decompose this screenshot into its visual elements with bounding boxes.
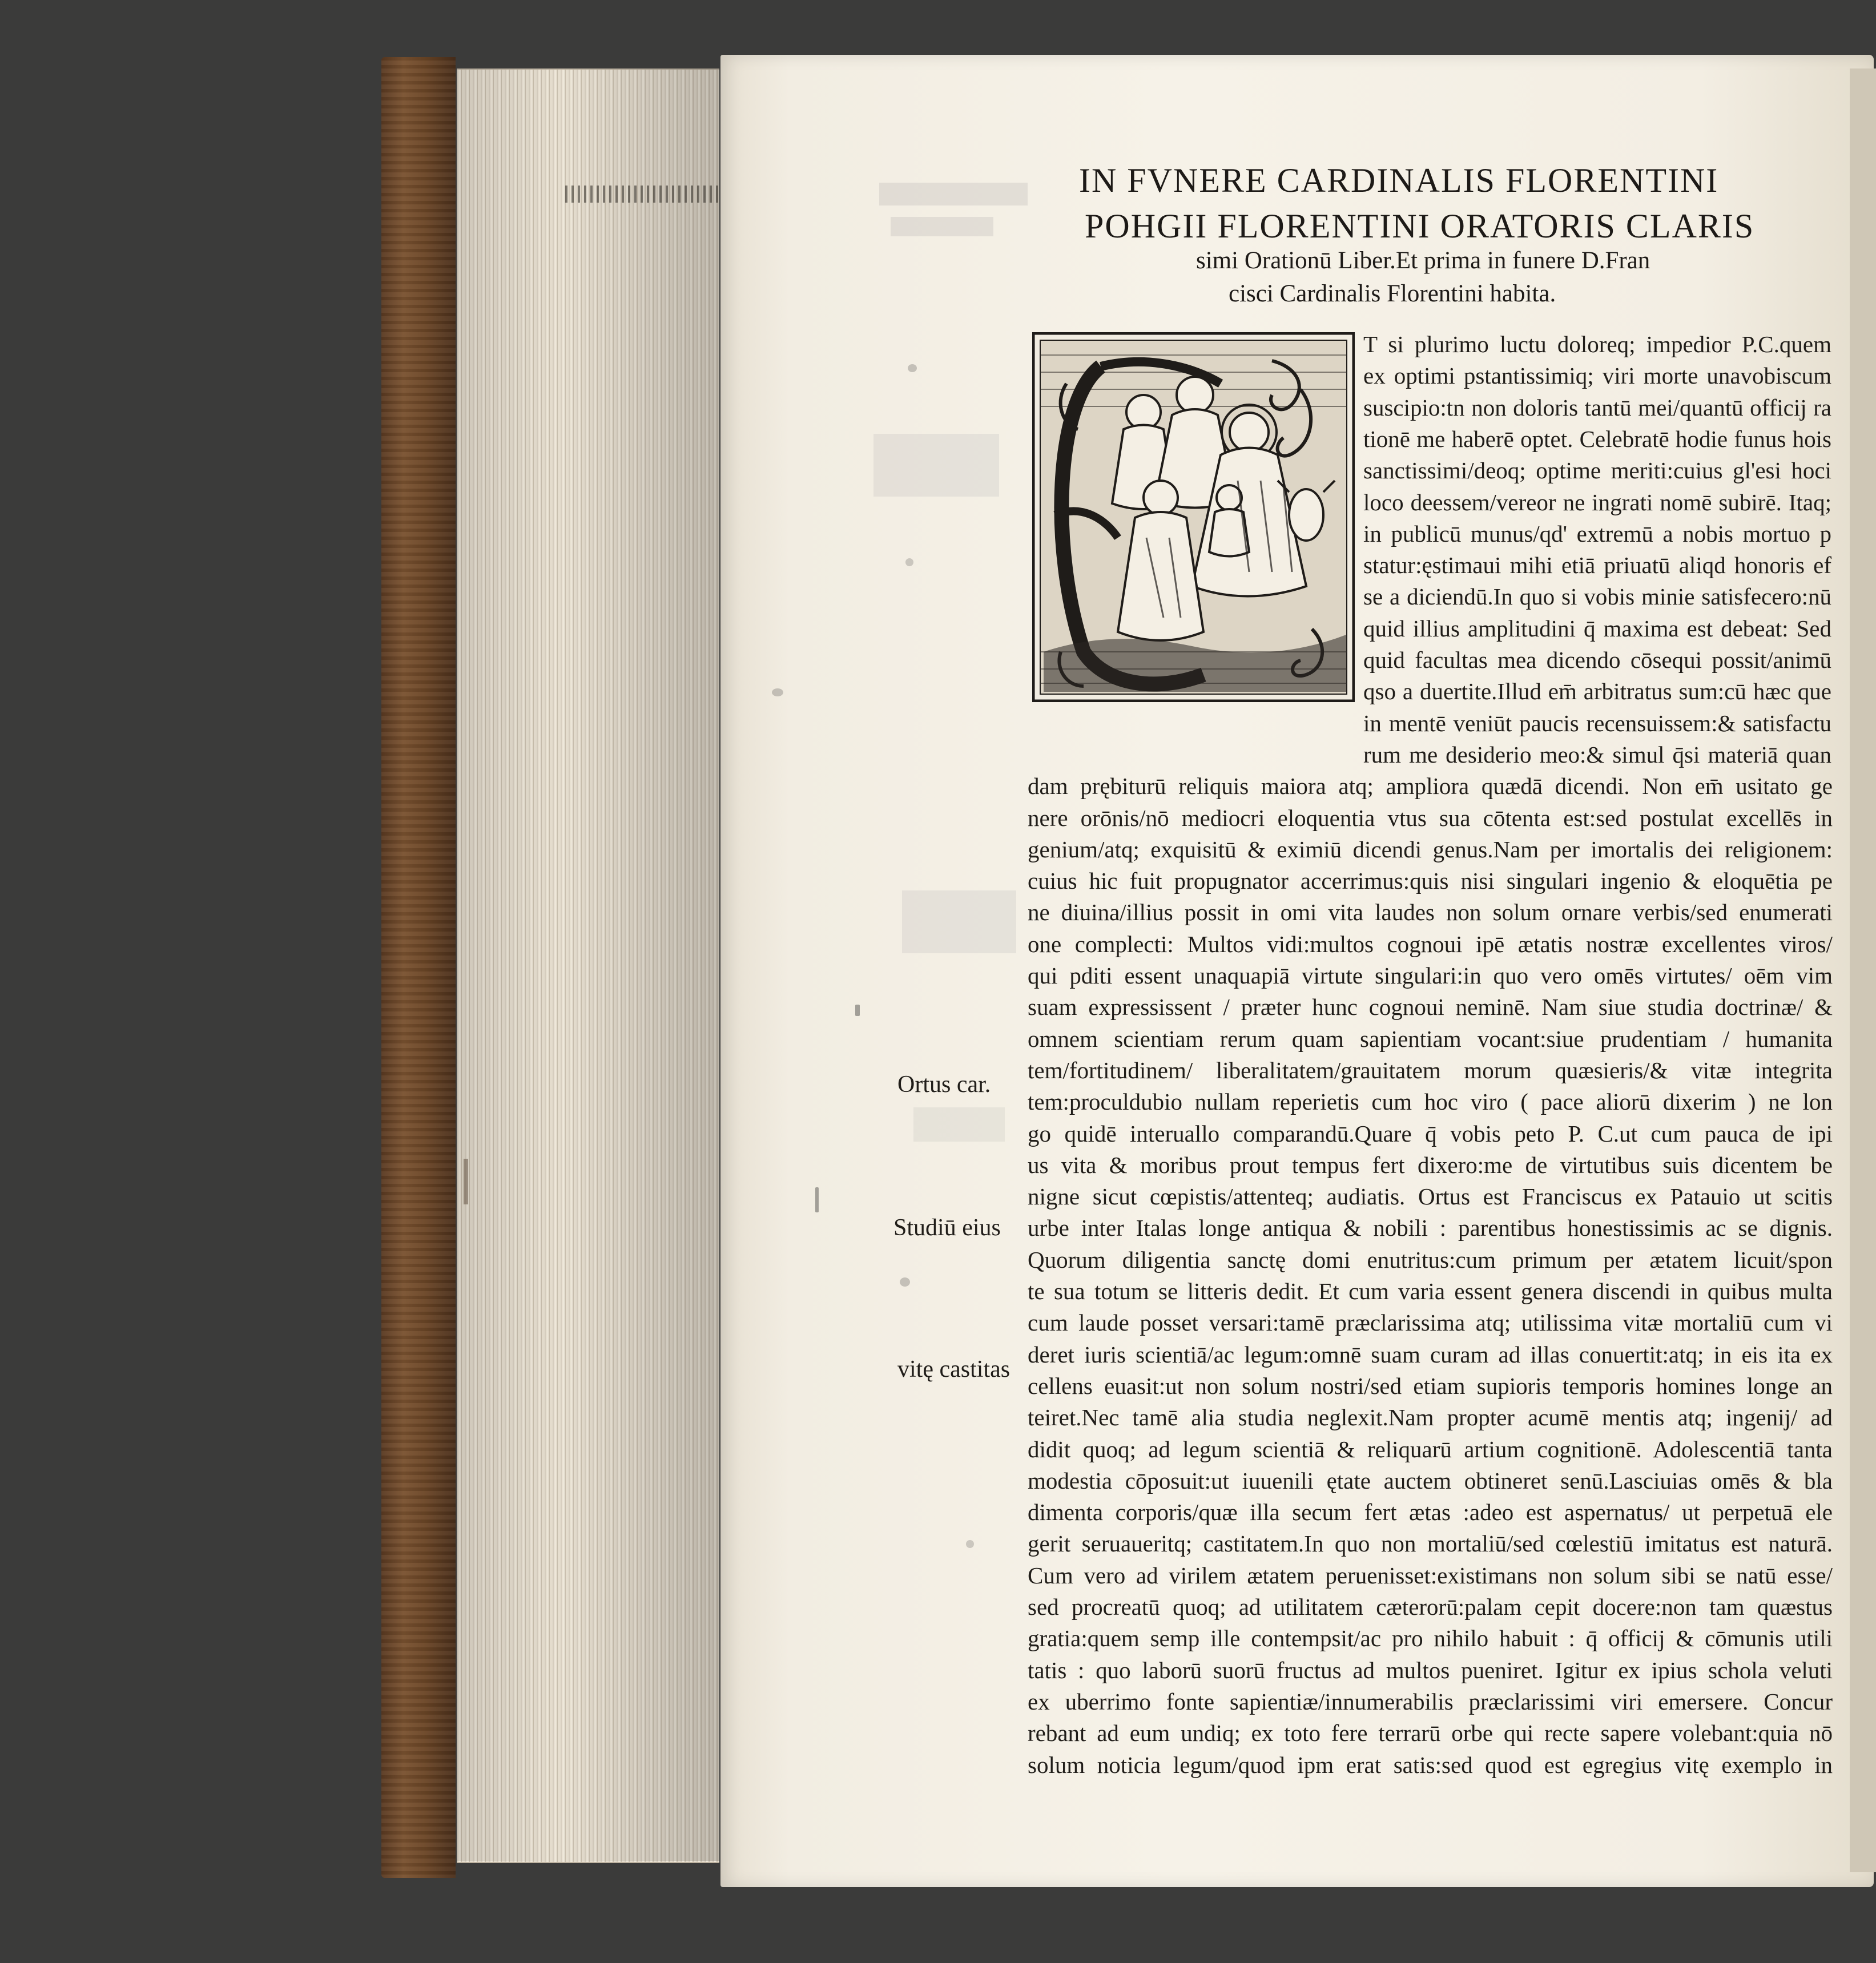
text-line: urbe inter Italas longe antiqua & nobili : parentibus honestissimis ac se dignis.: [1028, 1215, 1833, 1241]
text-line: solum noticia legum/quod ipm erat satis:sed quod est egregius vitę exemplo in: [1028, 1752, 1833, 1778]
text-line: loco deessem/vereor ne ingrati nomē subirē. Itaq;: [1363, 489, 1831, 515]
text-line: modestia cōposuit:ut iuuenili ętate auctem obtineret senū.Lasciuias omēs & bla: [1028, 1468, 1833, 1494]
text-line: tionē me haberē optet. Celebratē hodie funus hois: [1363, 426, 1831, 452]
text-line: tem:proculdubio nullam reperietis cum hoc viro ( pace aliorū dixerim ) ne lon: [1028, 1089, 1833, 1115]
paper-speck: [772, 688, 783, 696]
text-line: teiret.Nec tamē alia studia neglexit.Nam propter acumē mentis atq; ingenij/ ad: [1028, 1404, 1833, 1430]
text-line: quid illius amplitudini q̄ maxima est debeat: Sed: [1363, 615, 1831, 642]
text-line: deret iuris scientiā/ac legum:omnē suam curam ad illas conuertit:atq; in eis ita ex: [1028, 1341, 1833, 1368]
text-line: Cum vero ad virilem ætatem peruenisset:existimans non solum sibi se natū esse/: [1028, 1562, 1833, 1589]
paper-speck: [905, 558, 913, 566]
text-line: in mentē veniūt paucis recensuissem:& satisfactu: [1363, 710, 1831, 736]
margin-note-vite: vitę castitas: [897, 1356, 1011, 1382]
page-edge-stain: [464, 1159, 468, 1204]
text-line: go quidē interuallo comparandū.Quare q̄ vobis peto P. C.ut cum pauca de ipi: [1028, 1120, 1833, 1147]
text-line: in publicū munus/qd' extremū a nobis mortuo p: [1363, 521, 1831, 547]
heading-line-2: POHGII FLORENTINI ORATORIS CLARIS: [1085, 207, 1755, 245]
text-line: genium/atq; exquisitū & eximiū dicendi genus.Nam per imortalis dei religionem:: [1028, 836, 1833, 862]
text-line: T si plurimo luctu doloreq; impedior P.C.quem: [1363, 331, 1831, 357]
text-line: qui pditi essent unaquapiā virtute singulari:in quo vero omēs virtutes/ oēm vim: [1028, 962, 1833, 989]
text-line: cum laude posset versari:tamē præclarissima atq; utilissima vitæ mortaliū cum vi: [1028, 1309, 1833, 1336]
text-line: nigne sicut cœpistis/attenteq; audiatis. Ortus est Franciscus ex Patauio ut scitis: [1028, 1183, 1833, 1210]
text-line: suscipio:tn non doloris tantū mei/quantū officij ra: [1363, 394, 1831, 421]
woodcut-initial-image: [1032, 332, 1355, 702]
text-line: one complecti: Multos vidi:multos cognoui ipē ætatis nostræ excellentes viros/: [1028, 931, 1833, 957]
text-line: dimenta corporis/quæ illa secum fert ætas :adeo est aspernatus/ ut perpetuā ele: [1028, 1499, 1833, 1525]
bleed-through-mark: [891, 217, 993, 236]
text-line: ex optimi pstantissimiq; viri morte unavobiscum: [1363, 362, 1831, 389]
heading-line-1: IN FVNERE CARDINALIS FLORENTINI: [1079, 162, 1719, 199]
text-line: qso a duertite.Illud em̄ arbitratus sum:cū hæc que: [1363, 678, 1831, 704]
text-line: sanctissimi/deoq; optime meriti:cuius gl'esi hoci: [1363, 457, 1831, 483]
bleed-through-mark: [879, 183, 1028, 205]
text-line: te sua totum se litteris dedit. Et cum varia essent genera discendi in quibus multa: [1028, 1278, 1833, 1304]
page-edge-ink-marks: [565, 186, 731, 203]
margin-note-studium: Studiū eius: [893, 1215, 1001, 1241]
paper-speck: [855, 1005, 860, 1016]
text-line: gerit seruaueritq; castitatem.In quo non mortaliū/sed cœlestiū imitatus est naturā.: [1028, 1530, 1833, 1557]
facing-page-edge: [1850, 68, 1876, 1872]
text-line: tem/fortitudinem/ liberalitatem/grauitatem morum quæsieris/& vitæ integrita: [1028, 1057, 1833, 1083]
text-line: statur:ęstimaui mihi etiā priuatū aliqd honoris ef: [1363, 552, 1831, 578]
paper-speck: [815, 1187, 819, 1212]
text-line: gratia:quem semp ille contempsit/ac pro nihilo habuit : q̄ officij & cōmunis utili: [1028, 1625, 1833, 1651]
text-line: sed procreatū quoq; ad utilitatem cæterorū:palam cepit docere:non tam quæstus: [1028, 1594, 1833, 1620]
bleed-through-mark: [873, 434, 999, 497]
text-line: didit quoq; ad legum scientiā & reliquarū artium cognitionē. Adolescentiā tanta: [1028, 1436, 1833, 1462]
paper-speck: [966, 1540, 974, 1548]
text-line: rum me desiderio meo:& simul q̄si materiā quan: [1363, 741, 1831, 768]
binding-texture: [381, 57, 456, 1878]
page-edges-shade: [457, 68, 719, 1861]
text-line: dam prębiturū reliquis maiora atq; ampliora quædā dicendi. Non em̄ usitato ge: [1028, 773, 1833, 799]
text-line: se a diciendū.In quo si vobis minie satisfecero:nū: [1363, 583, 1831, 610]
text-line: cuius hic fuit propugnator accerrimus:quis nisi singulari ingenio & eloquētia pe: [1028, 868, 1833, 894]
margin-note-ortus: Ortus car.: [897, 1071, 991, 1098]
text-line: ne diuina/illius possit in omi vita laudes non solum ornare verbis/sed enumerati: [1028, 899, 1833, 925]
text-line: us vita & moribus prout tempus fert dixero:me de virtutibus suis dicentem be: [1028, 1152, 1833, 1178]
heading-line-3: simi Orationū Liber.Et prima in funere D.Fran: [1196, 247, 1650, 274]
text-line: rebant ad eum undiq; ex toto fere terrarū orbe qui recte sapere volebant:quia nō: [1028, 1720, 1833, 1746]
text-line: cellens euasit:ut non solum nostri/sed etiam supioris temporis homines longe an: [1028, 1373, 1833, 1399]
text-line: tatis : quo laborū suorū fructus ad multos pueniret. Igitur ex ipius schola veluti: [1028, 1657, 1833, 1683]
bleed-through-mark: [902, 890, 1016, 953]
heading-line-4: cisci Cardinalis Florentini habita.: [1229, 280, 1556, 307]
paper-speck: [908, 364, 917, 372]
text-line: Quorum diligentia sanctę domi enutritus:cum primum per ætatem licuit/spon: [1028, 1247, 1833, 1273]
text-line: ex uberrimo fonte sapientiæ/innumerabilis præclarissimi viri emersere. Concur: [1028, 1688, 1833, 1715]
text-line: quid facultas mea dicendo cōsequi possit/animū: [1363, 647, 1831, 673]
text-line: omnem scientiam rerum quam sapientiam vocant:siue prudentiam / humanita: [1028, 1026, 1833, 1052]
text-line: nere orōnis/nō mediocri eloquentia vtus sua cōtenta est:sed postulat excellēs in: [1028, 805, 1833, 831]
bleed-through-mark: [913, 1107, 1005, 1142]
paper-speck: [900, 1277, 910, 1287]
text-line: suam expressissent / præter hunc cognoui neminē. Nam siue studia doctrinæ/ &: [1028, 994, 1833, 1020]
